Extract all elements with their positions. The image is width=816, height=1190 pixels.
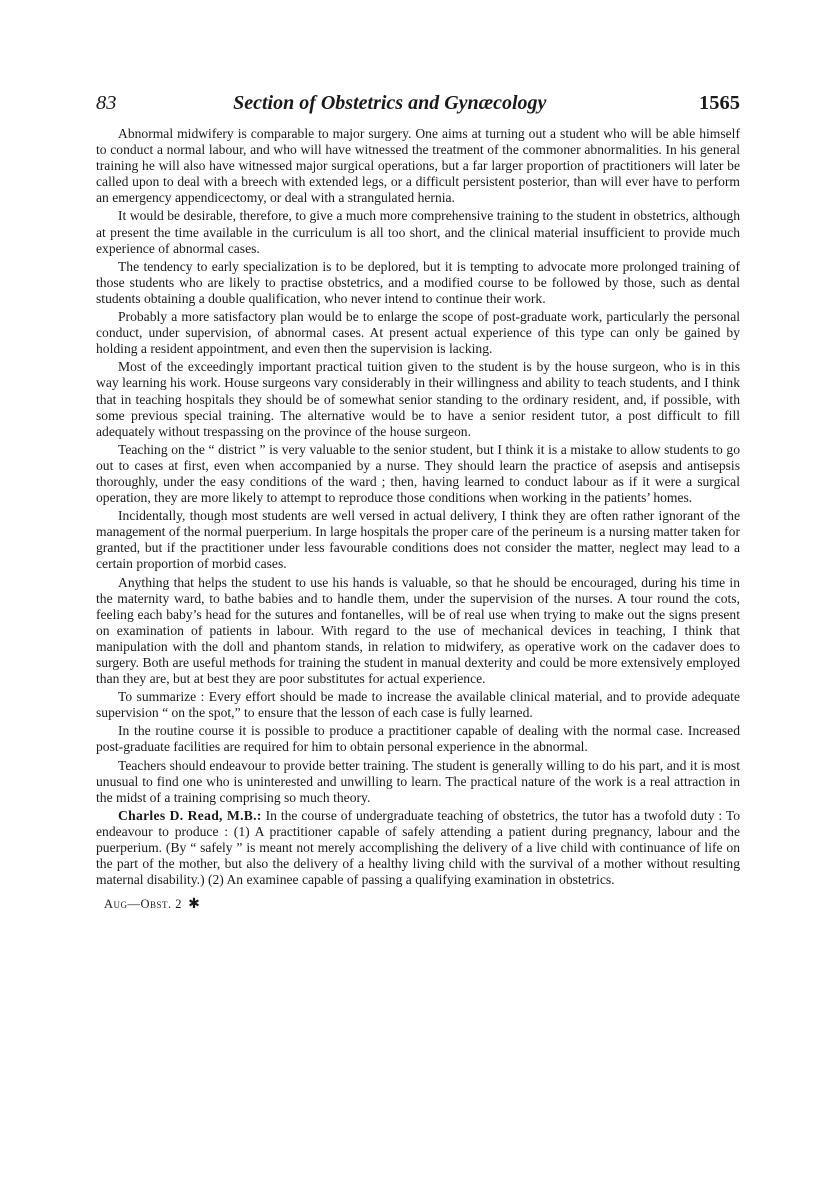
discussion-paragraph: [96, 808, 740, 888]
paragraph: Teachers should endeavour to provide better training. The student is generally willing to do his part, and it is most unusual to find one who is uninterested and unwilling to learn. The practical nature of the work is a real attraction in the midst of a training comprising so much theory.: [96, 757, 740, 805]
paragraph: Most of the exceedingly important practical tuition given to the student is by the house surgeon, who is in this way learning his work. House surgeons vary considerably in their willingness and ability to teach students, and I think that in teaching hospitals they should be of somewhat senior standing to the ordinary resident, and, if possible, with some previous special training. The alternative would be to have a senior resident tutor, a post difficult to fill adequately without trespassing on the province of the house surgeon.: [96, 359, 740, 439]
signature-line: [104, 896, 740, 913]
running-head: [96, 92, 740, 120]
paragraph: Incidentally, though most students are well versed in actual delivery, I think they are often rather ignorant of the management of the normal puerperium. In large hospitals the proper care of the perineum is a nursing matter taken for granted, but if the practitioner under less favourable conditions does not consider the matter, neglect may lead to a certain proportion of morbid cases.: [96, 508, 740, 572]
section-title: Section of Obstetrics and Gynæcology: [233, 92, 547, 114]
discussion-text: In the course of undergraduate teaching of obstetrics, the tutor has a twofold duty : To endeavour to produce : (1) A practitioner capable of safely attending a patient during pregnancy, labour and the puerperium. (By “ safely ” is meant not merely accomplishing the delivery of a live child with continuance of life on the part of the mother, but also the delivery of a healthy living child with the survival of a mother without resulting maternal disability.) (2) An examinee capable of passing a qualifying examination in obstetrics.: [96, 807, 740, 888]
paragraph: The tendency to early specialization is to be deplored, but it is tempting to advocate more prolonged training of those students who are likely to practise obstetrics, and a modified course to be followed by those, such as dental students obtaining a double qualification, who never intend to continue their work.: [96, 258, 740, 306]
paragraph: Abnormal midwifery is comparable to major surgery. One aims at turning out a student who will be able himself to conduct a normal labour, and who will have witnessed the treatment of the commoner abnormalities. In his general training he will also have witnessed major surgical operations, but a far larger proportion of practitioners will later be called upon to deal with a breech with extended legs, or a difficult persistent posterior, than will ever have to perform an emergency appendicectomy, or deal with a strangulated hernia.: [96, 126, 740, 206]
paragraph: It would be desirable, therefore, to give a much more comprehensive training to the student in obstetrics, although at present the time available in the curriculum is all too short, and the clinical material insufficient to provide much experience of abnormal cases.: [96, 208, 740, 256]
page: [96, 92, 740, 913]
article-body: [96, 126, 740, 888]
paragraph: To summarize : Every effort should be made to increase the available clinical material, and to provide adequate supervision “ on the spot,” to ensure that the lesson of each case is fully learned.: [96, 689, 740, 721]
paragraph: In the routine course it is possible to produce a practitioner capable of dealing with the normal case. Increased post-graduate facilities are required for him to obtain personal experience in the abnormal.: [96, 723, 740, 755]
speaker-name: Charles D. Read, M.B.:: [118, 807, 262, 823]
paragraph: Anything that helps the student to use his hands is valuable, so that he should be encouraged, during his time in the maternity ward, to bathe babies and to handle them, under the supervision of the nurses. A tour round the cots, feeling each baby’s head for the sutures and fontanelles, will be of real use when trying to make out the signs present on examination of patients in labour. With regard to the use of mechanical devices in teaching, I think that manipulation with the doll and phantom stands, in relation to midwifery, as operative work on the cadaver does to surgery. Both are useful methods for training the student in manual dexterity and could be more extensively employed than they are, but at best they are poor substitutes for actual experience.: [96, 574, 740, 687]
signature-mark: Aug—Obst. 2: [104, 897, 183, 912]
paragraph: Probably a more satisfactory plan would be to enlarge the scope of post-graduate work, particularly the personal conduct, under supervision, of abnormal cases. At present actual experience of this type can only be gained by holding a resident appointment, and even then the supervision is lacking.: [96, 309, 740, 357]
page-number-left: 83: [96, 92, 117, 114]
paragraph: Teaching on the “ district ” is very valuable to the senior student, but I think it is a mistake to allow students to go out to cases at first, even when accompanied by a nurse. They should learn the practice of asepsis and antisepsis thoroughly, under the easy conditions of the ward ; then, having learned to conduct labour as if it were a surgical operation, they are more likely to attempt to reproduce those conditions when working in the patients’ homes.: [96, 441, 740, 506]
asterisk-icon: ✱: [188, 897, 201, 913]
page-number-right: 1565: [699, 92, 740, 114]
